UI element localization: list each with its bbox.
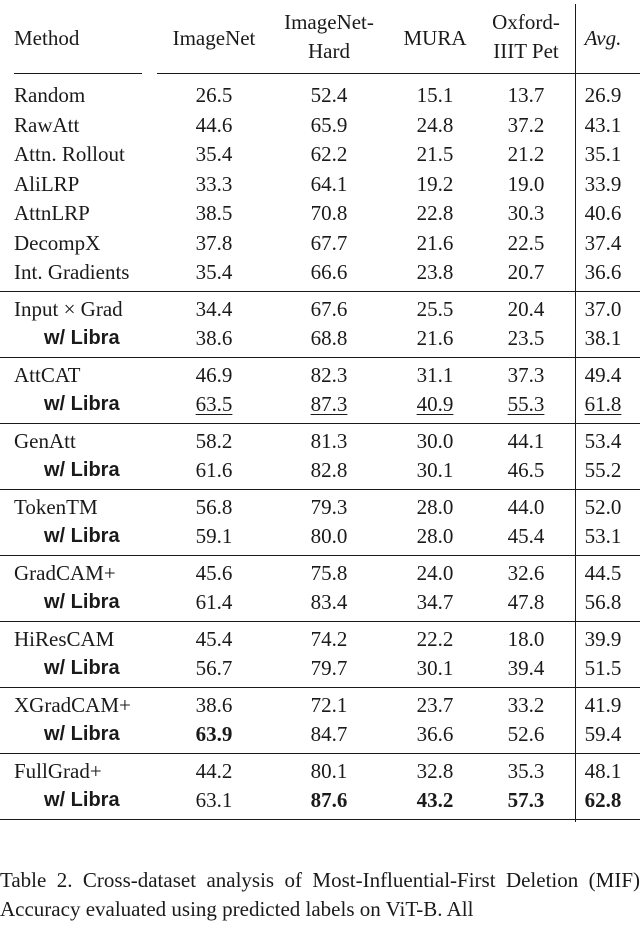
header-avg: Avg. — [584, 26, 622, 50]
value-cell: 61.6 — [195, 458, 233, 482]
value-cell: 37.8 — [195, 230, 233, 255]
group-divider — [0, 489, 640, 490]
table-row-libra — [0, 390, 640, 420]
value-cell: 41.9 — [584, 692, 622, 717]
value-cell: 28.0 — [416, 494, 454, 519]
value-cell: 87.3 — [310, 392, 348, 416]
table-row — [0, 427, 640, 457]
value-cell: 52.4 — [310, 83, 348, 107]
value-cell: 87.6 — [310, 788, 348, 812]
header-oxford-line1: Oxford- — [492, 10, 560, 34]
value-cell: 83.4 — [310, 590, 348, 614]
method-name: GenAtt — [14, 428, 76, 453]
value-cell: 61.4 — [195, 590, 233, 614]
header-imagenet-hard-line1: ImageNet- — [284, 10, 374, 34]
method-name: Int. Gradients — [14, 260, 130, 284]
value-cell: 23.5 — [507, 326, 545, 350]
value-cell: 13.7 — [507, 83, 545, 107]
table-row — [0, 295, 640, 325]
value-cell: 23.7 — [416, 692, 454, 717]
libra-label: w/ Libra — [44, 525, 120, 547]
value-cell: 45.4 — [195, 626, 233, 651]
value-cell: 75.8 — [310, 560, 348, 585]
value-cell: 57.3 — [507, 788, 545, 812]
table-row — [0, 757, 640, 787]
value-cell: 19.0 — [507, 171, 545, 196]
method-name: DecompX — [14, 230, 101, 255]
value-cell: 22.2 — [416, 626, 454, 651]
value-cell: 30.3 — [507, 201, 545, 225]
value-cell: 32.8 — [416, 758, 454, 783]
header-imagenet-hard-line2: Hard — [308, 39, 350, 63]
value-cell: 38.6 — [195, 326, 233, 350]
value-cell: 66.6 — [310, 260, 348, 284]
value-cell: 22.8 — [416, 201, 454, 225]
group-divider — [0, 687, 640, 688]
group-divider — [0, 753, 640, 754]
method-name: AttnLRP — [14, 201, 90, 225]
libra-label: w/ Libra — [44, 393, 120, 415]
value-cell: 40.6 — [584, 201, 622, 225]
value-cell: 18.0 — [507, 626, 545, 651]
value-cell: 72.1 — [310, 692, 348, 717]
value-cell: 30.0 — [416, 428, 454, 453]
value-cell: 35.4 — [195, 260, 233, 284]
value-cell: 39.9 — [584, 626, 622, 651]
value-cell: 45.4 — [507, 524, 545, 548]
value-cell: 25.5 — [416, 296, 454, 321]
table-row — [0, 559, 640, 589]
value-cell: 62.8 — [584, 788, 622, 812]
value-cell: 61.8 — [584, 392, 622, 416]
value-cell: 28.0 — [416, 524, 454, 548]
value-cell: 67.7 — [310, 230, 348, 255]
value-cell: 59.4 — [584, 722, 622, 746]
value-cell: 35.3 — [507, 758, 545, 783]
table-row — [0, 258, 640, 288]
libra-label: w/ Libra — [44, 591, 120, 613]
value-cell: 84.7 — [310, 722, 348, 746]
table-row — [0, 81, 640, 111]
value-cell: 26.9 — [584, 83, 622, 107]
table-row — [0, 170, 640, 200]
value-cell: 56.8 — [584, 590, 622, 614]
table-bottom-rule — [0, 819, 640, 820]
table-row-libra — [0, 654, 640, 684]
value-cell: 38.1 — [584, 326, 622, 350]
value-cell: 37.4 — [584, 230, 622, 255]
method-name: AliLRP — [14, 171, 80, 196]
table-row-libra — [0, 588, 640, 618]
header-rule-datasets — [157, 73, 640, 74]
table-row — [0, 199, 640, 229]
value-cell: 21.5 — [416, 142, 454, 166]
header-oxford-pet — [492, 8, 560, 66]
group-divider — [0, 423, 640, 424]
method-name: TokenTM — [14, 494, 98, 519]
value-cell: 34.7 — [416, 590, 454, 614]
group-divider — [0, 555, 640, 556]
table-row-libra — [0, 522, 640, 552]
value-cell: 39.4 — [507, 656, 545, 680]
method-name: AttCAT — [14, 362, 81, 387]
value-cell: 56.7 — [195, 656, 233, 680]
value-cell: 56.8 — [195, 494, 233, 519]
value-cell: 34.4 — [195, 296, 233, 321]
value-cell: 44.6 — [195, 112, 233, 137]
value-cell: 62.2 — [310, 142, 348, 166]
value-cell: 49.4 — [584, 362, 622, 387]
value-cell: 32.6 — [507, 560, 545, 585]
value-cell: 37.2 — [507, 112, 545, 137]
method-name: RawAtt — [14, 112, 80, 137]
value-cell: 24.0 — [416, 560, 454, 585]
header-oxford-line2: IIIT Pet — [493, 39, 559, 63]
header-imagenet: ImageNet — [172, 26, 256, 50]
header-mura: MURA — [403, 26, 467, 50]
value-cell: 55.2 — [584, 458, 622, 482]
value-cell: 37.3 — [507, 362, 545, 387]
table-row — [0, 691, 640, 721]
value-cell: 48.1 — [584, 758, 622, 783]
value-cell: 35.4 — [195, 142, 233, 166]
value-cell: 24.8 — [416, 112, 454, 137]
value-cell: 80.1 — [310, 758, 348, 783]
value-cell: 64.1 — [310, 171, 348, 196]
value-cell: 43.2 — [416, 788, 454, 812]
table-row — [0, 361, 640, 391]
value-cell: 67.6 — [310, 296, 348, 321]
group-divider — [0, 621, 640, 622]
avg-column-divider — [575, 4, 576, 822]
value-cell: 19.2 — [416, 171, 454, 196]
method-name: Attn. Rollout — [14, 142, 125, 166]
value-cell: 21.2 — [507, 142, 545, 166]
value-cell: 20.7 — [507, 260, 545, 284]
table-row-libra — [0, 456, 640, 486]
value-cell: 21.6 — [416, 230, 454, 255]
value-cell: 33.9 — [584, 171, 622, 196]
value-cell: 23.8 — [416, 260, 454, 284]
value-cell: 20.4 — [507, 296, 545, 321]
group-divider — [0, 357, 640, 358]
value-cell: 74.2 — [310, 626, 348, 651]
group-divider — [0, 291, 640, 292]
value-cell: 45.6 — [195, 560, 233, 585]
table-row — [0, 140, 640, 170]
value-cell: 33.2 — [507, 692, 545, 717]
value-cell: 58.2 — [195, 428, 233, 453]
value-cell: 47.8 — [507, 590, 545, 614]
libra-label: w/ Libra — [44, 723, 120, 745]
libra-label: w/ Libra — [44, 459, 120, 481]
value-cell: 52.0 — [584, 494, 622, 519]
table-row-libra — [0, 786, 640, 816]
libra-label: w/ Libra — [44, 327, 120, 349]
method-name: Input × Grad — [14, 296, 123, 321]
libra-label: w/ Libra — [44, 657, 120, 679]
header-imagenet-hard — [284, 8, 374, 66]
value-cell: 81.3 — [310, 428, 348, 453]
table-row — [0, 229, 640, 259]
value-cell: 46.5 — [507, 458, 545, 482]
method-name: XGradCAM+ — [14, 692, 131, 717]
value-cell: 63.9 — [195, 722, 233, 746]
header-rule-method — [14, 73, 142, 74]
value-cell: 70.8 — [310, 201, 348, 225]
value-cell: 44.2 — [195, 758, 233, 783]
value-cell: 30.1 — [416, 458, 454, 482]
table-row — [0, 625, 640, 655]
table-caption: Table 2. Cross-dataset analysis of Most-Influential-First Deletion (MIF) Accuracy evaluated using predicted labels on ViT-B. All — [0, 868, 640, 921]
value-cell: 36.6 — [584, 260, 622, 284]
table-row-libra — [0, 324, 640, 354]
value-cell: 44.1 — [507, 428, 545, 453]
value-cell: 59.1 — [195, 524, 233, 548]
value-cell: 51.5 — [584, 656, 622, 680]
value-cell: 38.6 — [195, 692, 233, 717]
value-cell: 82.8 — [310, 458, 348, 482]
value-cell: 36.6 — [416, 722, 454, 746]
value-cell: 82.3 — [310, 362, 348, 387]
value-cell: 22.5 — [507, 230, 545, 255]
value-cell: 40.9 — [416, 392, 454, 416]
value-cell: 80.0 — [310, 524, 348, 548]
libra-label: w/ Libra — [44, 789, 120, 811]
table-header — [0, 0, 640, 78]
value-cell: 63.1 — [195, 788, 233, 812]
value-cell: 35.1 — [584, 142, 622, 166]
value-cell: 79.3 — [310, 494, 348, 519]
method-name: Random — [14, 83, 86, 107]
value-cell: 21.6 — [416, 326, 454, 350]
value-cell: 44.0 — [507, 494, 545, 519]
table-row — [0, 111, 640, 141]
value-cell: 38.5 — [195, 201, 233, 225]
value-cell: 43.1 — [584, 112, 622, 137]
header-method: Method — [14, 26, 80, 50]
table-row — [0, 493, 640, 523]
value-cell: 46.9 — [195, 362, 233, 387]
value-cell: 30.1 — [416, 656, 454, 680]
value-cell: 68.8 — [310, 326, 348, 350]
value-cell: 26.5 — [195, 83, 233, 107]
value-cell: 31.1 — [416, 362, 454, 387]
method-name: HiResCAM — [14, 626, 115, 651]
value-cell: 53.1 — [584, 524, 622, 548]
value-cell: 53.4 — [584, 428, 622, 453]
value-cell: 63.5 — [195, 392, 233, 416]
table-row-libra — [0, 720, 640, 750]
value-cell: 65.9 — [310, 112, 348, 137]
value-cell: 44.5 — [584, 560, 622, 585]
value-cell: 52.6 — [507, 722, 545, 746]
value-cell: 15.1 — [416, 83, 454, 107]
method-name: FullGrad+ — [14, 758, 102, 783]
value-cell: 79.7 — [310, 656, 348, 680]
value-cell: 33.3 — [195, 171, 233, 196]
table-body — [0, 78, 640, 822]
method-name: GradCAM+ — [14, 560, 116, 585]
value-cell: 37.0 — [584, 296, 622, 321]
value-cell: 55.3 — [507, 392, 545, 416]
